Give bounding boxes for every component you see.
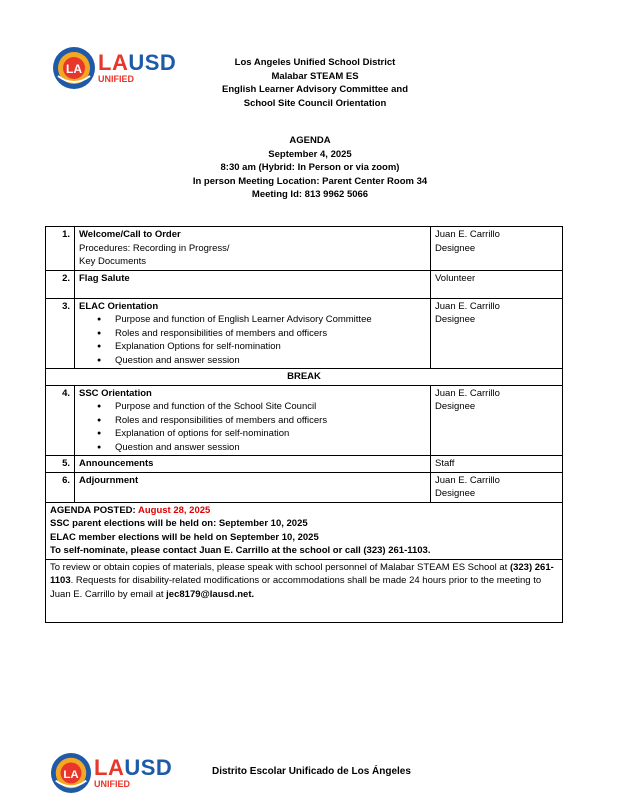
presenter-name: Volunteer: [435, 272, 476, 284]
table-row: [46, 472, 563, 502]
table-row: [46, 369, 563, 386]
elac-election-notice: ELAC member elections will be held on September 10, 2025: [50, 531, 319, 543]
orientation-name: School Site Council Orientation: [243, 97, 387, 109]
agenda-table: [45, 226, 563, 623]
item-presenter: [431, 456, 563, 473]
presenter-name: Juan E. Carrillo: [435, 474, 500, 486]
list-item: ● Purpose and function of English Learner Advisory Committee: [115, 313, 426, 327]
presenter-name: Juan E. Carrillo: [435, 387, 500, 399]
svg-text:LA: LA: [63, 768, 79, 781]
item-content: [75, 456, 431, 473]
item-presenter: [431, 472, 563, 502]
item-number: 2.: [46, 270, 75, 298]
presenter-name: Juan E. Carrillo: [435, 300, 500, 312]
lausd-seal-icon: [52, 46, 96, 90]
logo-subtitle: UNIFIED: [98, 74, 134, 84]
list-item: ● Roles and responsibilities of members and officers: [115, 327, 426, 341]
table-row: [46, 298, 563, 369]
posted-date: August 28, 2025: [137, 504, 211, 516]
item-content: [75, 385, 431, 456]
item-presenter: [431, 270, 563, 298]
logo-wordmark: LAUSD: [94, 755, 173, 780]
note-email: jec8179@lausd.net.: [166, 588, 255, 600]
list-item: ● Explanation Options for self-nomination: [115, 340, 426, 354]
logo-wordmark: LAUSD: [98, 50, 177, 75]
presenter-name: Juan E. Carrillo: [435, 229, 500, 240]
item-content: [75, 270, 431, 298]
meeting-date: September 4, 2025: [268, 148, 352, 160]
table-row: [46, 385, 563, 456]
ssc-election-notice: SSC parent elections will be held on: September 10, 2025: [50, 518, 308, 529]
item-content: [75, 298, 431, 369]
item-number: 4.: [46, 385, 75, 456]
school-name: Malabar STEAM ES: [271, 70, 359, 82]
break-row: BREAK: [46, 369, 563, 386]
document-header: [150, 56, 480, 110]
item-title: Flag Salute: [79, 272, 130, 284]
agenda-heading: [120, 134, 500, 202]
list-item: ● Question and answer session: [115, 354, 426, 368]
note-text: To review or obtain copies of materials, please speak with school personnel of Malabar STEAM ES School at: [50, 561, 510, 573]
list-item: ● Roles and responsibilities of members and officers: [115, 414, 426, 428]
note-phone: (323) 261-1103: [50, 561, 554, 586]
note-text: . Requests for disability-related modifications or accommodations shall be made 24 hours prior to the meeting to Juan E. Carrillo by email at: [50, 575, 542, 600]
list-item: ● Question and answer session: [115, 441, 426, 455]
item-presenter: [431, 385, 563, 456]
committee-name: English Learner Advisory Committee and: [222, 84, 408, 95]
presenter-name: Staff: [435, 458, 455, 469]
item-content: [75, 227, 431, 271]
posted-label: AGENDA POSTED:: [50, 504, 136, 516]
district-name: Los Angeles Unified School District: [234, 57, 396, 68]
item-title: Announcements: [79, 458, 154, 469]
item-number: 5.: [46, 456, 75, 473]
item-number: 1.: [46, 227, 75, 271]
agenda-posted-line: [50, 504, 558, 518]
table-row: [46, 559, 563, 622]
list-item: ● Purpose and function of the School Site Council: [115, 400, 426, 414]
svg-text:LA: LA: [66, 62, 82, 76]
self-nominate-notice: To self-nominate, please contact Juan E. Carrillo at the school or call (323) 261-1103.: [50, 545, 431, 556]
list-item: ● Explanation of options for self-nomination: [115, 427, 426, 441]
bullet-list: [79, 400, 426, 454]
lausd-logo-bottom: [50, 752, 172, 794]
meeting-id: Meeting Id: 813 9962 5066: [251, 189, 369, 200]
logo-subtitle: UNIFIED: [94, 779, 130, 789]
bullet-list: [79, 313, 426, 367]
item-title: Welcome/Call to Order: [79, 229, 181, 240]
item-detail: Key Documents: [79, 256, 147, 267]
agenda-title: AGENDA: [289, 135, 331, 146]
meeting-time: 8:30 am (Hybrid: In Person or via zoom): [220, 162, 400, 173]
item-content: [75, 472, 431, 502]
table-row: [46, 502, 563, 559]
presenter-role: Designee: [435, 314, 476, 325]
table-row: [46, 270, 563, 298]
item-number: 3.: [46, 298, 75, 369]
item-title: ELAC Orientation: [79, 300, 159, 312]
item-number: 6.: [46, 472, 75, 502]
item-detail: Procedures: Recording in Progress/: [79, 242, 230, 254]
presenter-role: Designee: [435, 488, 476, 499]
table-row: [46, 456, 563, 473]
footer-district-spanish: Distrito Escolar Unificado de Los Ángeles: [212, 766, 411, 777]
lausd-seal-icon: [50, 752, 92, 794]
presenter-role: Designee: [435, 401, 476, 412]
item-title: SSC Orientation: [79, 387, 152, 399]
presenter-role: Designee: [435, 242, 476, 254]
table-row: [46, 227, 563, 271]
item-title: Adjournment: [79, 474, 139, 486]
meeting-location: In person Meeting Location: Parent Center Room 34: [192, 175, 428, 187]
item-presenter: [431, 227, 563, 271]
accommodation-note: [46, 559, 563, 622]
item-presenter: [431, 298, 563, 369]
posted-notice: [46, 502, 563, 559]
